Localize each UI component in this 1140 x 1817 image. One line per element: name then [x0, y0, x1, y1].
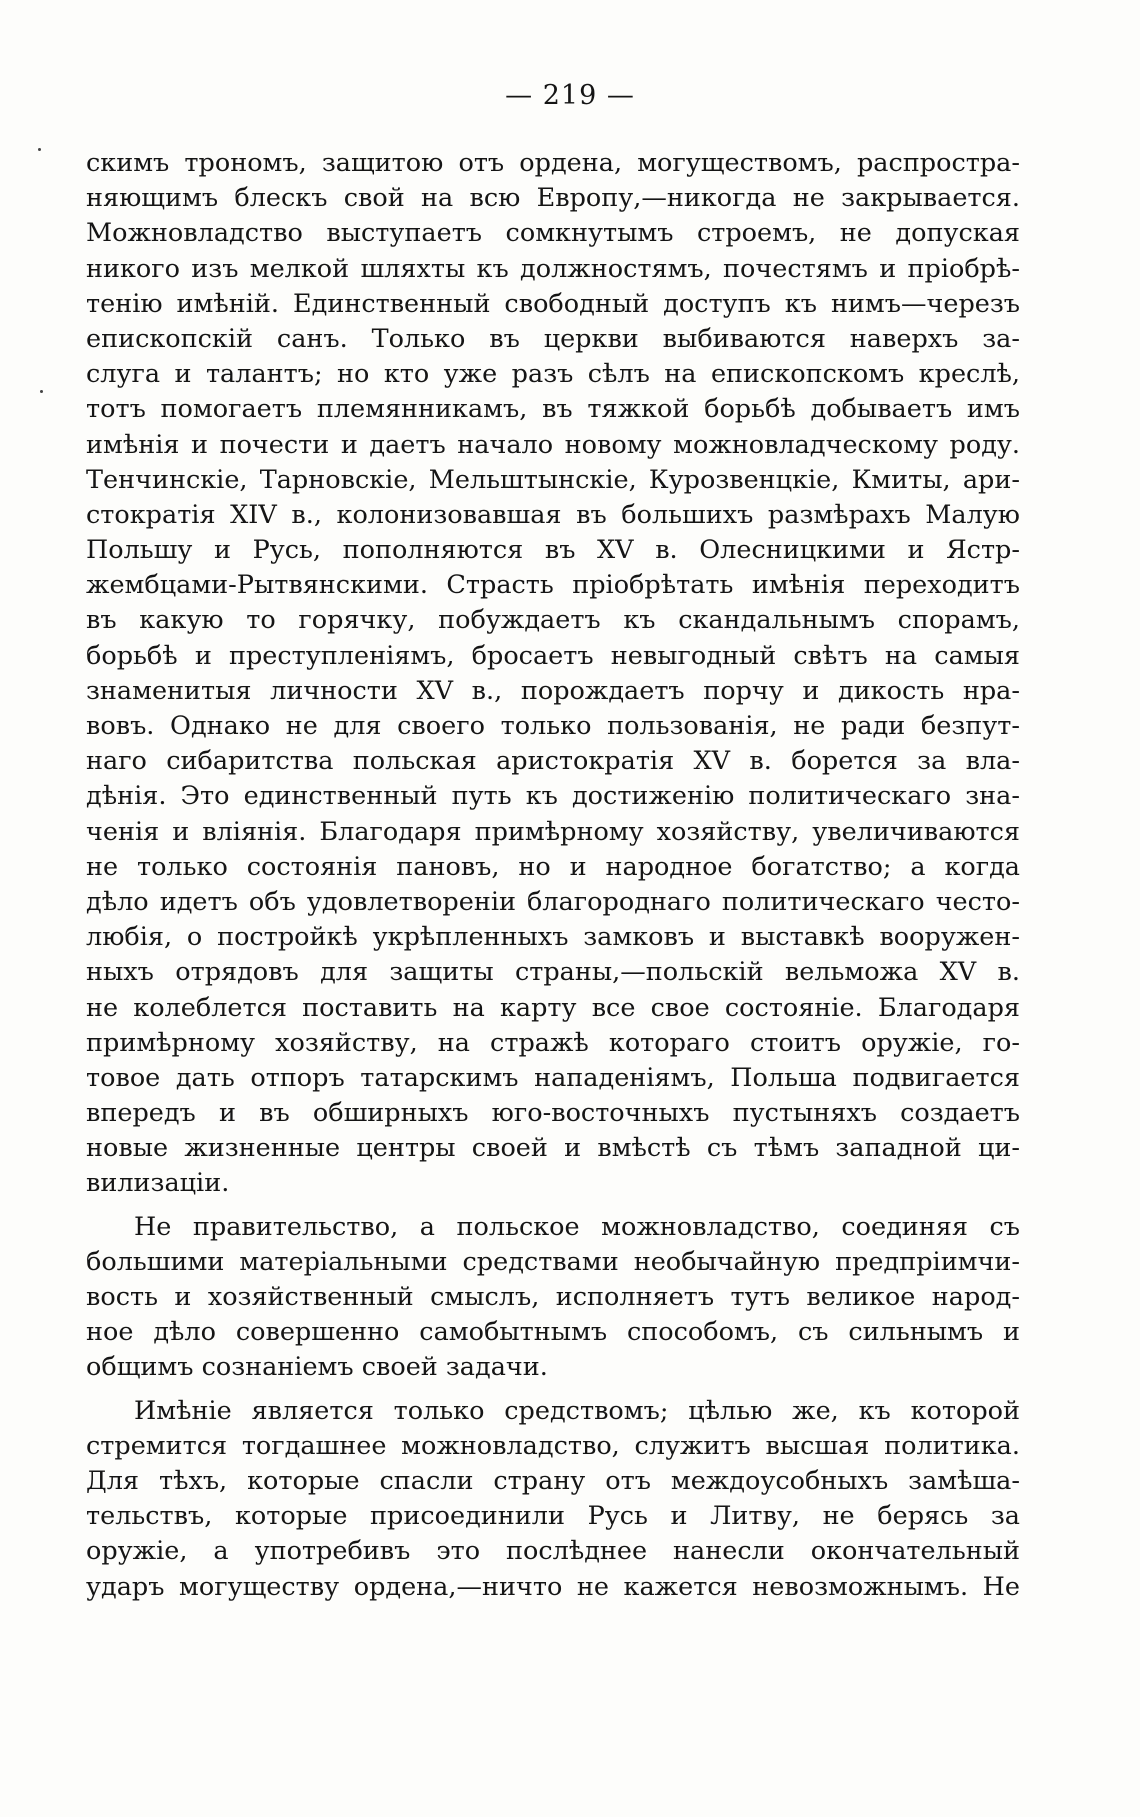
text-line: ченія и вліянія. Благодаря примѣрному хозяйству, увеличиваются [86, 816, 1020, 847]
text-line: новые жизненные центры своей и вмѣстѣ съ тѣмъ западной ци- [86, 1133, 1020, 1164]
text-line: Можновладство выступаетъ сомкнутымъ строемъ, не допуская [86, 218, 1020, 249]
text-line: не колеблется поставить на карту все свое состояніе. Благодаря [86, 992, 1020, 1023]
text-line: тотъ помогаетъ племянникамъ, въ тяжкой борьбѣ добываетъ имъ [86, 394, 1020, 425]
margin-speck [38, 148, 41, 151]
text-line: товое дать отпоръ татарскимъ нападеніямъ, Польша подвигается [86, 1062, 1020, 1093]
text-line: тенію имѣній. Единственный свободный доступъ къ нимъ—черезъ [86, 288, 1020, 319]
text-line: любія, о постройкѣ укрѣпленныхъ замковъ и выставкѣ вооружен- [86, 922, 1020, 953]
text-line: не только состоянія пановъ, но и народное богатство; а когда [86, 851, 1020, 882]
text-line: слуга и талантъ; но кто уже разъ сѣлъ на епископскомъ креслѣ, [86, 359, 1020, 390]
margin-speck [40, 390, 43, 393]
text-line: няющимъ блескъ свой на всю Европу,—никогда не закрывается. [86, 183, 1020, 214]
text-line: ныхъ отрядовъ для защиты страны,—польскій вельможа XV в. [86, 957, 1020, 988]
paragraph-gap [86, 1386, 1020, 1394]
text-line: тельствъ, которые присоединили Русь и Литву, не берясь за [86, 1501, 1020, 1532]
paragraph-3 [86, 1394, 1020, 1605]
text-line: вилизаціи. [86, 1168, 230, 1199]
text-line: борьбѣ и преступленіямъ, бросаетъ невыгодный свѣтъ на самыя [86, 640, 1020, 671]
text-line: дѣнія. Это единственный путь къ достиженію политическаго зна- [86, 781, 1020, 812]
text-line: Тенчинскіе, Тарновскіе, Мельштынскіе, Курозвенцкіе, Кмиты, ари- [86, 464, 1020, 495]
text-line: Имѣніе является только средствомъ; цѣлью же, къ которой [134, 1395, 1020, 1426]
text-line: ударъ могуществу ордена,—ничто не кажется невозможнымъ. Не [86, 1571, 1020, 1602]
paragraph-gap [86, 1202, 1020, 1210]
text-line: скимъ трономъ, защитою отъ ордена, могуществомъ, распростра- [86, 148, 1020, 178]
text-line: общимъ сознаніемъ своей задачи. [86, 1352, 548, 1383]
text-line: оружіе, а употребивъ это послѣднее нанесли окончательный [86, 1536, 1020, 1567]
text-line: стократія XIV в., колонизовавшая въ большихъ размѣрахъ Малую [86, 499, 1020, 530]
paragraph-2 [86, 1210, 1020, 1386]
text-line: Не правительство, а польское можновладство, соединяя съ [134, 1211, 1020, 1242]
text-line: ное дѣло совершенно самобытнымъ способомъ, съ сильнымъ и [86, 1317, 1020, 1348]
text-line: стремится тогдашнее можновладство, служитъ высшая политика. [86, 1430, 1020, 1461]
body-text [86, 146, 1020, 1605]
text-line: вость и хозяйственный смыслъ, исполняетъ тутъ великое народ- [86, 1282, 1020, 1312]
text-line: знаменитыя личности XV в., порождаетъ порчу и дикость нра- [86, 675, 1020, 706]
text-line: примѣрному хозяйству, на стражѣ котораго стоитъ оружіе, го- [86, 1027, 1020, 1058]
text-line: Для тѣхъ, которые спасли страну отъ междоусобныхъ замѣша- [86, 1465, 1020, 1496]
page-number: — 219 — [505, 80, 635, 111]
text-line: Польшу и Русь, пополняются въ XV в. Олесницкими и Ястр- [86, 535, 1020, 566]
text-line: большими матеріальными средствами необычайную предпріимчи- [86, 1246, 1020, 1277]
text-line: никого изъ мелкой шляхты къ должностямъ, почестямъ и пріобрѣ- [86, 253, 1020, 284]
paragraph-1 [86, 146, 1020, 1202]
text-line: вовъ. Однако не для своего только пользованія, не ради безпут- [86, 711, 1020, 741]
text-line: имѣнія и почести и даетъ начало новому можновладческому роду. [86, 429, 1020, 460]
text-line: наго сибаритства польская аристократія XV в. борется за вла- [86, 746, 1020, 777]
text-line: епископскій санъ. Только въ церкви выбиваются наверхъ за- [86, 323, 1020, 354]
text-line: жембцами-Рытвянскими. Страсть пріобрѣтать имѣнія переходитъ [86, 570, 1020, 601]
text-line: дѣло идетъ объ удовлетвореніи благороднаго политическаго често- [86, 886, 1020, 917]
text-line: въ какую то горячку, побуждаетъ къ скандальнымъ спорамъ, [86, 605, 1020, 636]
text-line: впередъ и въ обширныхъ юго-восточныхъ пустыняхъ создаетъ [86, 1098, 1020, 1129]
